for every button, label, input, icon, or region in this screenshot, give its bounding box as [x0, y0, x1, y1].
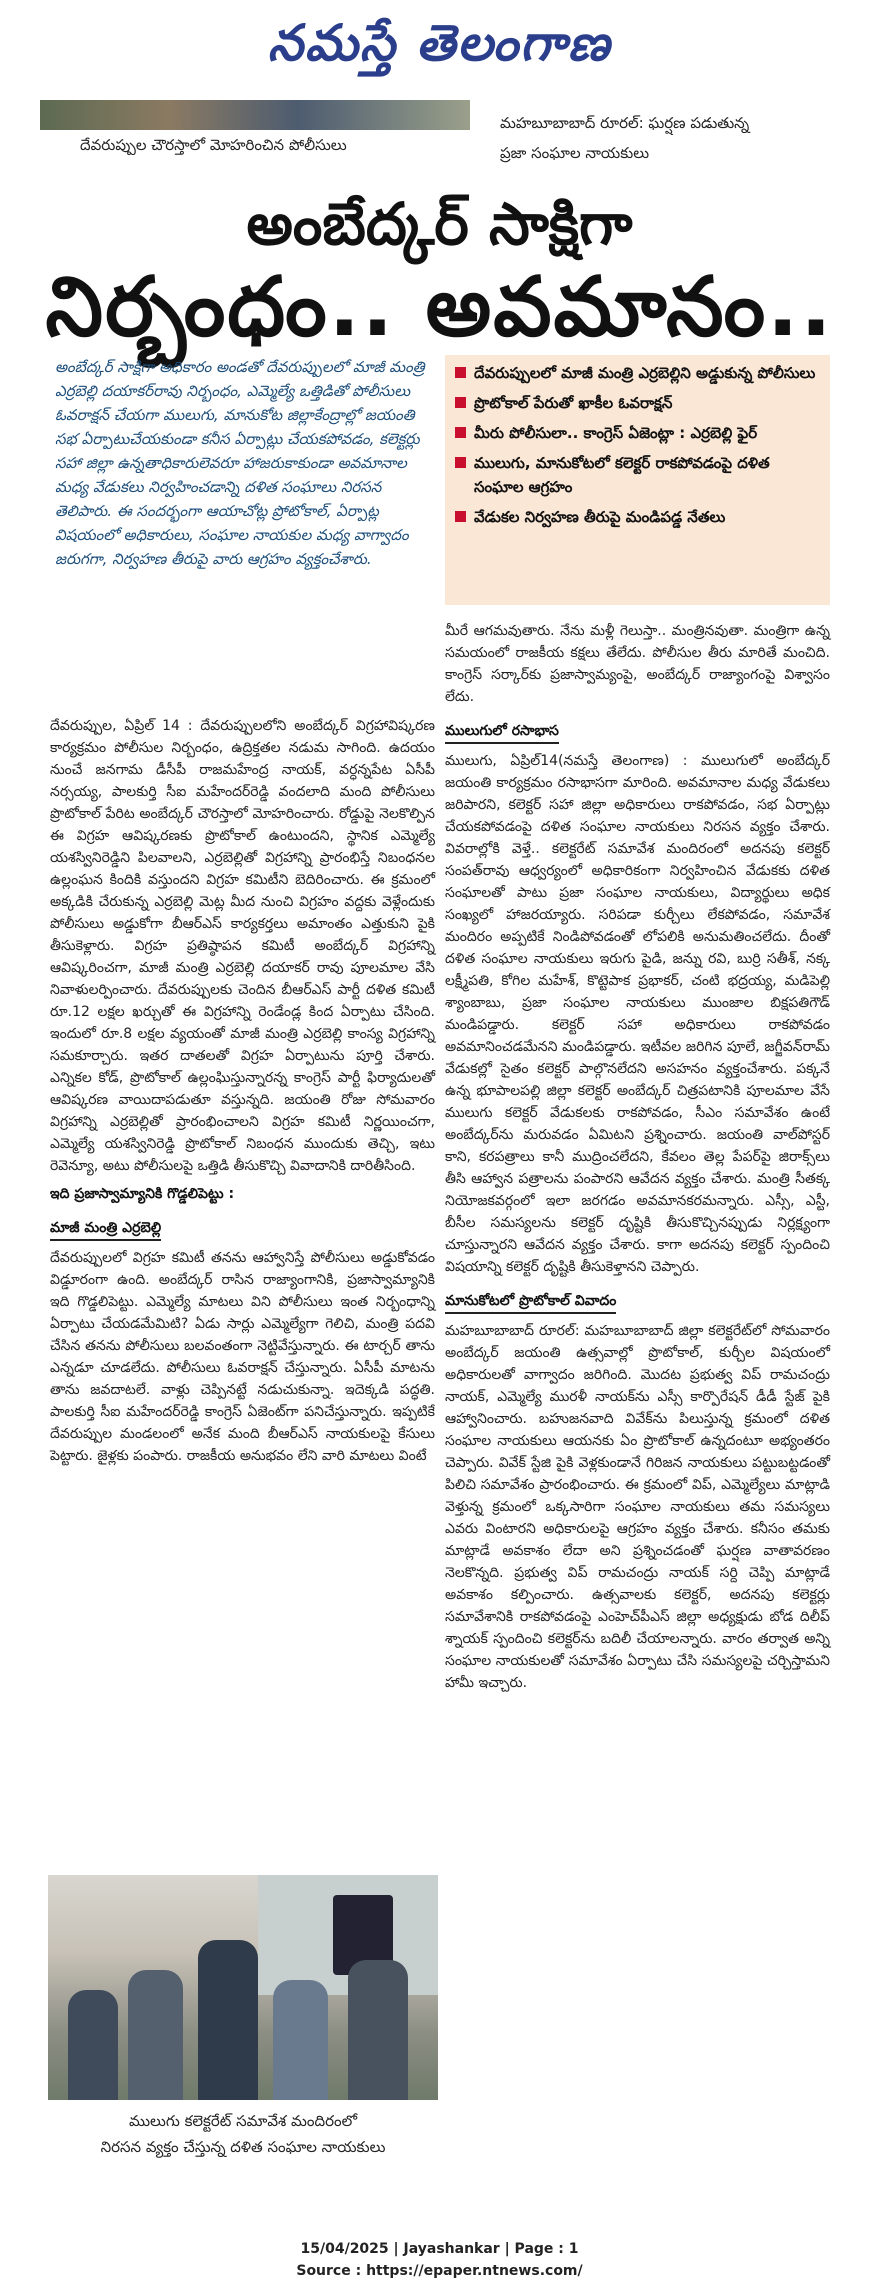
photo-caption-bottom [48, 2108, 438, 2160]
article-column-right [445, 620, 830, 1700]
photo-person [348, 1960, 408, 2100]
highlight-item: ప్రొటోకాల్ పేరుతో ఖాకీల ఓవరాక్షన్ [455, 391, 820, 415]
photo-caption-left: దేవరుప్పుల చౌరస్తాలో మోహరించిన పోలీసులు [80, 136, 347, 154]
subheading: మానుకోటలో ప్రొటోకాల్ వివాదం [445, 1290, 616, 1314]
article-paragraph: ములుగు, ఏప్రిల్14(నమస్తే తెలంగాణ) : ములుగులో అంబేద్కర్ జయంతి కార్యక్రమం రసాభాసగా మారింది. అవమానాల మధ్య వేడుకలు జరిపారని, కలెక్టర్ సహా జిల్లా అధికారులు రాకపోవడం, సభ ఏర్పాట్లు చేయకపోవడంపై దళిత సంఘాల నాయకులు నిరసన వ్యక్తం చేశారు. వివరాల్లోకి వెళ్తే.. కలెక్టరేట్ సమావేశ మందిరంలో అదనపు కలెక్టర్ సంపత్‌రావు ఆధ్వర్యంలో అధికారికంగా నిర్వహించిన వేడుకకు దళిత సంఘాలతో పాటు ప్రజా సంఘాల నాయకులు, విద్యార్థులు అధిక సంఖ్యలో హాజరయ్యారు. సరిపడా కుర్చీలు లేకపోవడం, సమావేశ మందిరం అప్పటికే నిండిపోవడంతో లోపలికి అనుమతించలేదు. దీంతో దళిత సంఘాల నాయకులు ఇరుగు పైడి, జన్ను రవి, బుర్రి సతీశ్, నక్క లక్ష్మీపతి, కోగిల మహేశ్, కొట్టెపాక ప్రభాకర్, చంటి భద్రయ్య, మడిపెల్లి శ్యాంబాబు, ప్రజా సంఘాల నాయకులు ముంజాల బిక్షపతిగౌడ్ మండిపడ్డారు. కలెక్టర్ సహా అధికారులు రాకపోవడం అవమానించడమేనని మండిపడ్డారు. ఇటీవల జరిగిన పూలే, జగ్జీవన్‌రామ్ వేడుకల్లో సైతం కలెక్టర్ పాల్గొనలేదని అసహనం వ్యక్తంచేశారు. పక్కనే ఉన్న భూపాలపల్లి జిల్లా కలెక్టర్ అంబేద్కర్ చిత్రపటానికి పూలమాల వేసే ములుగు కలెక్టర్ వేడుకలకు రాకపోవడం, సీఎం సమావేశం ఉంటే అంబేద్కర్‌ను మరువడం ఏమిటని ప్రశ్నించారు. జయంతి వాల్‌పోస్టర్ కాని, కరపత్రాలు కానీ ముద్రించలేదని, కేవలం తెల్ల పేపర్‌పై జిరాక్స్‌లు తీసి ఆహ్వాన పత్రాలను పంపారని ఆవేదన వ్యక్తం చేశారు. మంత్రి సీతక్క నియోజకవర్గంలో ఇలా జరగడం అవమానకరమన్నారు. ఎస్సీ, ఎస్టీ, బీసీల సమస్యలను కలెక్టర్ దృష్టికి తీసుకొచ్చినప్పుడు నిర్లక్ష్యంగా చూస్తున్నారని ఆవేదన వ్యక్తం చేశారు. కాగా అదనపు కలెక్టర్ స్పందించి విషయాన్ని కలెక్టర్ దృష్టికి తీసుకెళ్తానని చెప్పారు. [445, 753, 830, 1275]
photo-caption-right [500, 108, 860, 168]
bullet-square-icon [455, 511, 466, 522]
highlight-item: ములుగు, మానుకోటలో కలెక్టర్ రాకపోవడంపై దళిత సంఘాల ఆగ్రహం [455, 451, 820, 499]
article-paragraph: దేవరుప్పుల, ఏప్రిల్ 14 : దేవరుప్పులలోని అంబేద్కర్ విగ్రహావిష్కరణ కార్యక్రమం పోలీసుల నిర్బంధం, ఉద్రిక్తతల నడుమ సాగింది. ఉదయం నుంచే జనగామ డీసీపీ రాజమహేంద్ర నాయక్, వర్ధన్నపేట ఏసీపీ నర్సయ్య, పాలకుర్తి సీఐ మహేందర్‌రెడ్డి వందలాది మంది పోలీసులు ప్రొటోకాల్ పేరిట అంబేద్కర్ చౌరస్తాలో మోహరించారు. రోడ్డుపై నెలకొల్పిన ఈ విగ్రహ ఆవిష్కరణకు ప్రొటోకాల్ ఉంటుందని, స్థానిక ఎమ్మెల్యే యశస్వినిరెడ్డిని పిలవాలని, ఎర్రబెల్లితో విగ్రహాన్ని ప్రారంభిస్తే నిబంధనల ఉల్లంఘన కిందికి వస్తుందని విగ్రహ కమిటీని బెదిరించారు. ఈ క్రమంలో అక్కడికి చేరుకున్న ఎర్రబెల్లి మెట్ల మీద నుంచి విగ్రహం వద్దకు వెళ్లేందుకు పోలీసులు అడ్డుకోగా బీఆర్‌ఎస్ కార్యకర్తలు అమాంతం ఎత్తుకుని పైకి తీసుకెళ్లారు. విగ్రహ ప్రతిష్ఠాపన కమిటీ అంబేద్కర్ విగ్రహాన్ని ఆవిష్కరించగా, మాజీ మంత్రి ఎర్రబెల్లి దయాకర్ రావు పూలమాల వేసి నివాళులర్పించారు. దేవరుప్పులకు చెందిన బీఆర్‌ఎస్ పార్టీ దళిత కమిటీ రూ.12 లక్షల ఖర్చుతో ఈ విగ్రహాన్ని రెండేండ్ల కింద ఏర్పాటు చేసింది. ఇందులో రూ.8 లక్షల వ్యయంతో మాజీ మంత్రి ఎర్రబెల్లి కాంస్య విగ్రహాన్ని సమకూర్చారు. ఇతర దాతలతో విగ్రహ ఏర్పాటును పూర్తి చేశారు. ఎన్నికల కోడ్, ప్రొటోకాల్ ఉల్లంఘిస్తున్నారన్న కాంగ్రెస్ పార్టీ ఫిర్యాదులతో ఆవిష్కరణ వాయిదాపడుతూ వస్తున్నది. జయంతి రోజు సోమవారం విగ్రహాన్ని ఎర్రబెల్లితో ప్రారంభించాలని విగ్రహ కమిటీ నిర్ణయించగా, ఎమ్మెల్యే యశస్వినిరెడ్డి ప్రొటోకాల్ నిబంధన ముందుకు తెచ్చి, ఇటు రెవెన్యూ, అటు పోలీసులపై ఒత్తిడి తీసుకొచ్చి వివాదానికి దారితీసింది. [50, 718, 435, 1174]
subheading: ఇది ప్రజాస్వామ్యానికి గొడ్డలిపెట్టు : [50, 1186, 235, 1202]
article-paragraph: మీరే ఆగమవుతారు. నేను మళ్లీ గెలుస్తా.. మంత్రినవుతా. మంత్రిగా ఉన్న సమయంలో రాజకీయ కక్షలు తేలేదు. పోలీసుల తీరు మారితే మంచిది. కాంగ్రెస్ సర్కార్‌కు ప్రజాస్వామ్యంపై, అంబేద్కర్ రాజ్యాంగంపై విశ్వాసం లేదు. [445, 623, 830, 705]
headline-line1: అంబేద్కర్ సాక్షిగా [246, 190, 633, 258]
bullet-square-icon [455, 397, 466, 408]
highlight-item: వేడుకల నిర్వహణ తీరుపై మండిపడ్డ నేతలు [455, 505, 820, 529]
bullet-square-icon [455, 427, 466, 438]
bullet-square-icon [455, 367, 466, 378]
news-photo [48, 1875, 438, 2100]
intro-paragraph: అంబేద్కర్ సాక్షిగా అధికారం అండతో దేవరుప్పులలో మాజీ మంత్రి ఎర్రబెల్లి దయాకర్‌రావు నిర్బంధం, ఎమ్మెల్యే ఒత్తిడితో పోలీసులు ఓవరాక్షన్ చేయగా ములుగు, మానుకోట జిల్లాకేంద్రాల్లో జయంతి సభ ఏర్పాటుచేయకుండా కనీస ఏర్పాట్లు చేయకపోవడం, కలెక్టర్లు సహా జిల్లా ఉన్నతాధికారులెవరూ హాజరుకాకుండా అవమానాల మధ్య వేడుకలు నిర్వహించడాన్ని దళిత సంఘాలు నిరసన తెలిపారు. ఈ సందర్భంగా ఆయాచోట్ల ప్రోటోకాల్, ఏర్పాట్ల విషయంలో అధికారులు, సంఘాల నాయకుల మధ్య వాగ్వాదం జరుగగా, నిర్వహణ తీరుపై వారు ఆగ్రహం వ్యక్తంచేశారు. [55, 358, 425, 568]
article-paragraph: దేవరుప్పులలో విగ్రహ కమిటీ తనను ఆహ్వానిస్తే పోలీసులు అడ్డుకోవడం విడ్డూరంగా ఉంది. అంబేద్కర్ రాసిన రాజ్యాంగానికి, ప్రజాస్వామ్యానికి ఇది గొడ్డలిపెట్టు. ఎమ్మెల్యే మాటలు విని పోలీసులు ఇంత నిర్బంధాన్ని ఏర్పాటు చేయడమేమిటి? ఏడు సార్లు ఎమ్మెల్యేగా గెలిచి, మంత్రి పదవి చేసిన తనను పోలీసులు బలవంతంగా నెట్టివేస్తున్నారు. ఈ టార్చర్ తాను ఎన్నడూ చూడలేదు. పోలీసులు ఓవరాక్షన్ చేస్తున్నారు. ఏసీపీ మాటను తాను జవదాటలే. వాళ్లు చెప్పినట్టే నడుచుకున్నా. ఇదెక్కడి పద్ధతి. పాలకుర్తి సీఐ మహేందర్‌రెడ్డి కాంగ్రెస్ ఏజెంట్‌గా పనిచేస్తున్నారు. ఇప్పటికే దేవరుప్పుల మండలంలో అనేక మంది బీఆర్‌ఎస్ నాయకులపై కేసులు పెట్టారు. జైళ్లకు పంపారు. రాజకీయ అనుభవం లేని వారి మాటలు వింటే [50, 1250, 435, 1464]
photo-person [128, 1970, 183, 2100]
article-paragraph: మహబూబాబాద్ రూరల్: మహబూబాబాద్ జిల్లా కలెక్టరేట్‌లో సోమవారం అంబేద్కర్ జయంతి ఉత్సవాల్లో ప్రొటోకాల్, కుర్చీల విషయంలో అధికారులతో వాగ్వాదం జరిగింది. మొదట ప్రభుత్వ విప్ రామచంద్రు నాయక్, ఎమ్మెల్యే మురళీ నాయక్‌ను ఎస్సీ కార్పొరేషన్ డీడీ స్టేజ్ పైకి ఆహ్వానించారు. బహుజనవాది వివేక్‌ను పిలుస్తున్న క్రమంలో దళిత సంఘాల నాయకులు ఆయనకు ఏం ప్రొటోకాల్ ఉన్నదంటూ అభ్యంతరం చెప్పారు. వివేక్ స్టేజి పైకి వెళ్లకుండానే గిరిజన నాయకులు పట్టుబట్టడంతో పిలిచి సమావేశం ప్రారంభించారు. ఈ క్రమంలో విప్, ఎమ్మెల్యేలు మాట్లాడి వెళ్తున్న క్రమంలో ఒక్కసారిగా సంఘాల నాయకులు తమ సమస్యలు ఎవరు వింటారని అధికారులపై ఆగ్రహం వ్యక్తం చేశారు. కనీసం తమకు మాట్లాడే అవకాశం లేదా అని ప్రశ్నించడంతో ఘర్షణ వాతావరణం నెలకొన్నది. ప్రభుత్వ విప్ రామచంద్రు నాయక్ సర్ది చెప్పి మాట్లాడే అవకాశం కల్పించారు. ఉత్సవాలకు కలెక్టర్, అదనపు కలెక్టర్లు సమావేశానికి రాకపోవడంపై ఎంహెచ్‌పీఎస్ జిల్లా అధ్యక్షుడు బోడ దిలీప్ శ్నాయక్ స్పందించి కలెక్టర్‌ను బదిలీ చేయాలన్నారు. వారం తర్వాత అన్ని సంఘాల నాయకులతో సమావేశం ఏర్పాటు చేసి సమస్యలపై చర్చిస్తామని హామీ ఇచ్చారు. [445, 1323, 830, 1691]
footer-date-line: 15/04/2025 | Jayashankar | Page : 1 [300, 2241, 579, 2257]
caption-bottom-line2: నిరసన వ్యక్తం చేస్తున్న దళిత సంఘాల నాయకులు [100, 2138, 386, 2156]
newspaper-logo: నమస్తే తెలంగాణ [267, 14, 612, 72]
caption-right-line1: మహబూబాబాద్ రూరల్: ఘర్షణ పడుతున్న [500, 114, 750, 132]
subheading: ములుగులో రసాభాస [445, 720, 559, 744]
photo-person [68, 1990, 118, 2100]
highlight-item: మీరు పోలీసులా.. కాంగ్రెస్ ఏజెంట్లా : ఎర్రబెల్లి ఫైర్ [455, 421, 820, 445]
headline-line2: నిర్బంధం.. అవమానం.. [45, 260, 834, 355]
article-column-left [50, 715, 435, 1473]
highlights-box [445, 355, 830, 605]
caption-bottom-line1: ములుగు కలెక్టరేట్ సమావేశ మందిరంలో [128, 2112, 358, 2130]
masthead [0, 0, 879, 95]
highlight-item: దేవరుప్పులలో మాజీ మంత్రి ఎర్రబెల్లిని అడ్డుకున్న పోలీసులు [455, 361, 820, 385]
footer-source-line: Source : https://epaper.ntnews.com/ [296, 2263, 583, 2279]
photo-person [273, 1980, 328, 2100]
page-footer [0, 2238, 879, 2282]
subheading: మాజీ మంత్రి ఎర్రబెల్లి [50, 1217, 161, 1241]
photo-person [198, 1940, 258, 2100]
caption-right-line2: ప్రజా సంఘాల నాయకులు [500, 144, 650, 162]
top-photo [40, 100, 470, 130]
bullet-square-icon [455, 457, 466, 468]
